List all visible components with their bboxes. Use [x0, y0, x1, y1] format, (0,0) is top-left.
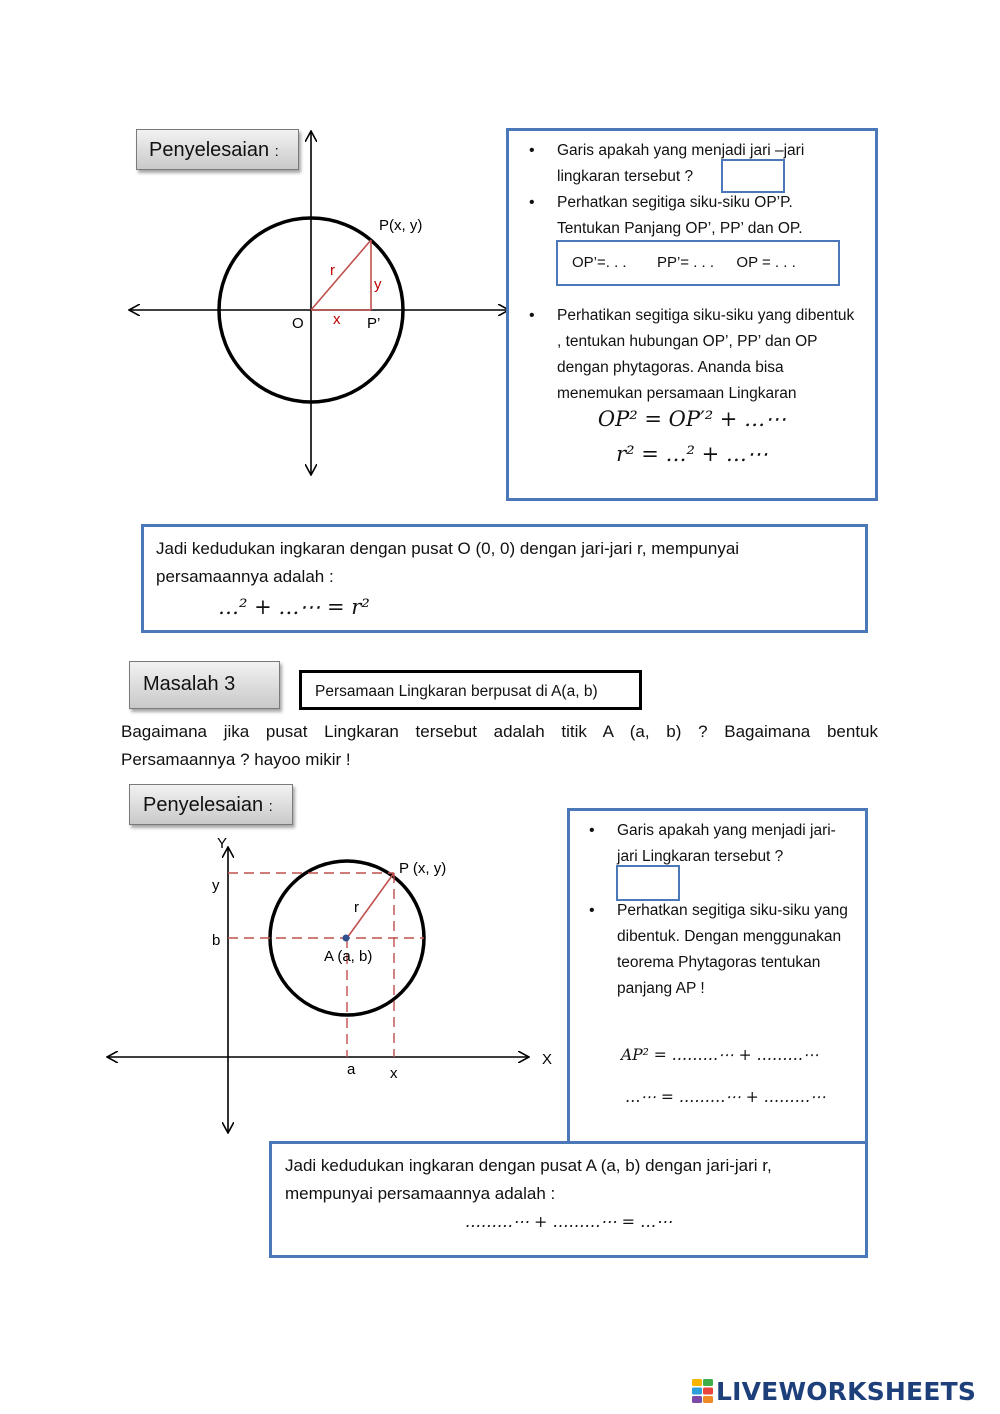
- op-value: OP = . . .: [736, 254, 796, 271]
- conclusion-box-2: [269, 1141, 868, 1258]
- solution-label-2: [129, 784, 293, 825]
- problem-3-text-line2: Persamaannya ? hayoo mikir !: [121, 750, 351, 769]
- axis-x-label: X: [542, 1051, 553, 1068]
- conclusion-2-line1: Jadi kedudukan ingkaran dengan pusat A (a, b) dengan jari-jari r,: [285, 1156, 772, 1175]
- origin-label-1: O: [292, 315, 304, 332]
- problem-3-label: [129, 661, 280, 709]
- equation-2-1: AP² = ………⋯ + ………⋯: [621, 1046, 819, 1064]
- answer-input-radius-2[interactable]: [616, 865, 680, 901]
- question-2-1: [587, 818, 849, 870]
- conclusion-box-1: [141, 524, 868, 633]
- radius-line-1: [311, 240, 371, 310]
- point-p-prime-label-1: P’: [367, 315, 381, 332]
- solution-label-1-text: Penyelesaian: [149, 139, 270, 161]
- question-1-3: [527, 303, 862, 407]
- radius-label-2: r: [354, 899, 359, 916]
- solution-label-2-colon: :: [268, 798, 273, 815]
- equation-1-1: OP² = OP′² + …⋯: [597, 407, 787, 431]
- answer-input-lengths-1[interactable]: [556, 240, 840, 286]
- point-p-label-1: P(x, y): [379, 217, 423, 234]
- op-prime-value: OP’=. . .: [572, 254, 627, 271]
- equation-1-2: r² = …² + …⋯: [616, 442, 768, 466]
- tick-x-label: x: [390, 1065, 398, 1082]
- conclusion-1-equation: …² + …⋯ = r²: [218, 595, 370, 619]
- liveworksheets-logo[interactable]: [692, 1378, 976, 1404]
- problem-3-label-text: Masalah 3: [143, 673, 236, 695]
- tick-b-label: b: [212, 932, 221, 949]
- liveworksheets-logo-icon: [692, 1379, 714, 1403]
- questions-box-1: [506, 128, 878, 501]
- liveworksheets-logo-text: LIVEWORKSHEETS: [716, 1376, 977, 1406]
- question-1-1-text: Garis apakah yang menjadi jari –jari lingkaran tersebut ?: [557, 142, 805, 185]
- point-p-label-2: P (x, y): [399, 860, 447, 877]
- questions-box-2: [567, 808, 868, 1148]
- question-1-3-text: Perhatikan segitiga siku-siku yang dibentuk , tentukan hubungan OP’, PP’ dan OP dengan phytagoras. Ananda bisa menemukan persamaan Lingkaran: [557, 307, 855, 402]
- radius-label-1: r: [330, 262, 335, 279]
- center-point-a: [343, 935, 350, 942]
- tick-a-label: a: [347, 1061, 356, 1078]
- tick-y-label: y: [212, 877, 220, 894]
- conclusion-2-equation: ………⋯ + ………⋯ = …⋯: [464, 1212, 673, 1231]
- answer-input-radius-1[interactable]: [721, 159, 785, 193]
- axis-y-label: Y: [217, 835, 228, 852]
- leg-y-label-1: y: [374, 276, 382, 293]
- question-1-2-line2: Tentukan Panjang OP’, PP’ dan OP.: [557, 220, 803, 237]
- solution-label-1-colon: :: [274, 143, 279, 160]
- center-label-2: A (a, b): [324, 948, 373, 965]
- question-2-1-text: Garis apakah yang menjadi jari-jari Lingkaran tersebut ?: [617, 822, 836, 865]
- conclusion-1-line1: Jadi kedudukan ingkaran dengan pusat O (0, 0) dengan jari-jari r, mempunyai: [156, 539, 740, 558]
- question-2-2-text: Perhatkan segitiga siku-siku yang dibentuk. Dengan menggunakan teorema Phytagoras tentukan panjang AP !: [617, 902, 848, 997]
- circle-diagram-1: [120, 120, 520, 480]
- problem-3-title-box: [299, 670, 642, 710]
- solution-label-2-text: Penyelesaian: [143, 794, 264, 816]
- pp-prime-value: PP’= . . .: [656, 254, 715, 271]
- problem-3-text-line1: Bagaimana jika pusat Lingkaran tersebut adalah titik A (a, b) ? Bagaimana bentuk: [121, 722, 878, 741]
- problem-3-text: [121, 718, 878, 774]
- question-1-2-line1: Perhatkan segitiga siku-siku OP’P.: [557, 194, 793, 211]
- question-2-2: [587, 898, 849, 1002]
- leg-x-label-1: x: [333, 311, 341, 328]
- equation-2-2: …⋯ = ………⋯ + ………⋯: [625, 1088, 826, 1106]
- conclusion-1-line2: persamaannya adalah :: [156, 567, 334, 586]
- circle-diagram-2: [100, 830, 570, 1140]
- conclusion-2-line2: mempunyai persamaannya adalah :: [285, 1184, 556, 1203]
- question-1-1: [527, 138, 845, 190]
- problem-3-title: Persamaan Lingkaran berpusat di A(a, b): [315, 683, 598, 700]
- question-1-2: [527, 190, 845, 242]
